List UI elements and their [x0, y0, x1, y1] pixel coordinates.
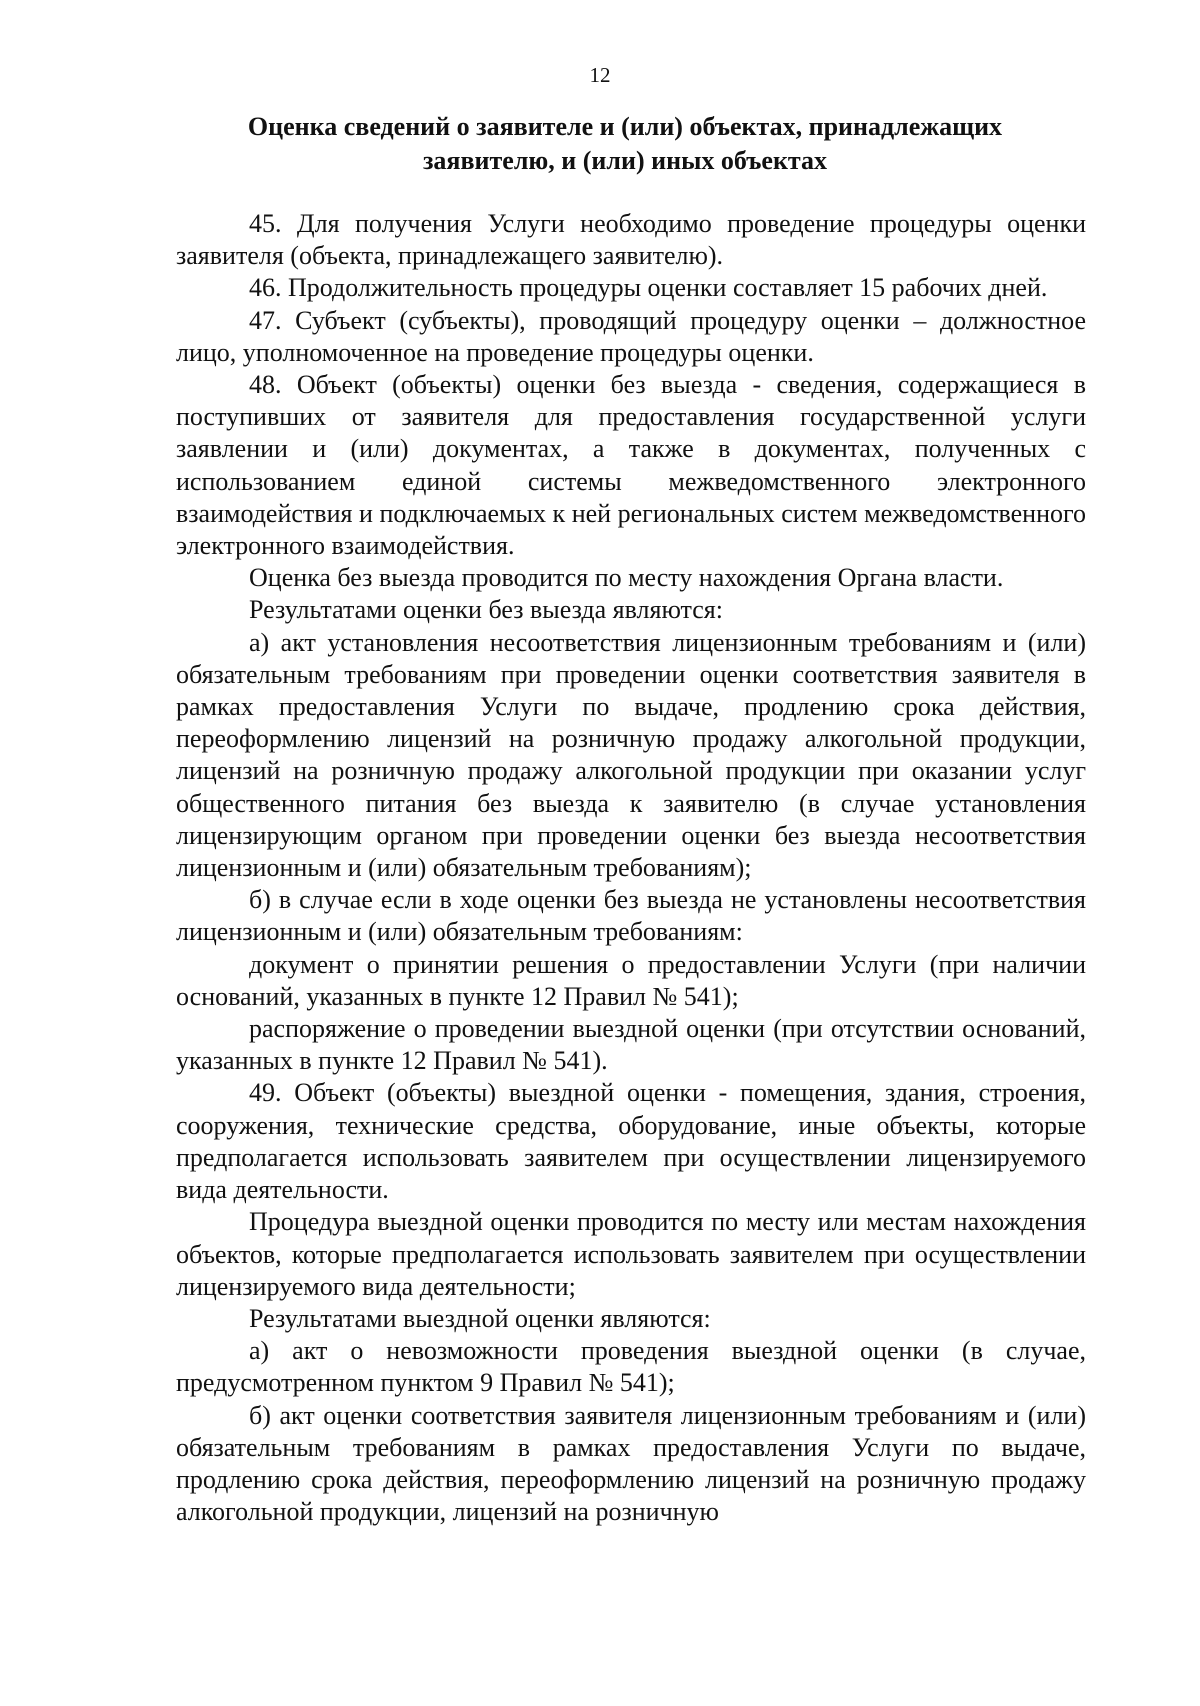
- paragraph-onsite-order: распоряжение о проведении выездной оценки (при отсутствии оснований, указанных в пункте 12 Правил № 541).: [176, 1014, 1086, 1076]
- paragraph-onsite-result-b: б) акт оценки соответствия заявителя лицензионным требованиям и (или) обязательным требованиям в рамках предоставления Услуги по выдаче, продлению срока действия, переоформлению лицензий на розничную продажу алкогольной продукции, лицензий на розничную: [176, 1400, 1086, 1527]
- paragraph-onsite-results-intro: Результатами выездной оценки являются:: [249, 1303, 711, 1333]
- paragraph-decision-document: документ о принятии решения о предоставлении Услуги (при наличии оснований, указанных в пункте 12 Правил № 541);: [176, 949, 1086, 1011]
- paragraph-49: 49. Объект (объекты) выездной оценки - помещения, здания, строения, сооружения, технические средства, оборудование, иные объекты, которые предполагается использовать заявителем при осуществлении лицензируемого вида деятельности.: [176, 1078, 1086, 1205]
- paragraph-45: 45. Для получения Услуги необходимо проведение процедуры оценки заявителя (объекта, принадлежащего заявителю).: [176, 209, 1086, 271]
- paragraph-48: 48. Объект (объекты) оценки без выезда - сведения, содержащиеся в поступивших от заявителя для предоставления государственной услуги заявлении и (или) документах, а также в документах, полученных с использованием единой системы межведомственного электронного взаимодействия и подключаемых к ней региональных систем межведомственного электронного взаимодействия.: [176, 370, 1086, 561]
- paragraph-result-a: а) акт установления несоответствия лицензионным требованиям и (или) обязательным требованиям при проведении оценки соответствия заявителя в рамках предоставления Услуги по выдаче, продлению срока действия, переоформлению лицензий на розничную продажу алкогольной продукции, лицензий на розничную продажу алкогольной продукции при оказании услуг общественного питания без выезда к заявителю (в случае установления лицензирующим органом при проведении оценки без выезда несоответствия лицензионным и (или) обязательным требованиям);: [176, 627, 1086, 883]
- paragraph-46: 46. Продолжительность процедуры оценки составляет 15 рабочих дней.: [249, 273, 1048, 303]
- paragraph-result-b: б) в случае если в ходе оценки без выезда не установлены несоответствия лицензионным и (или) обязательным требованиям:: [176, 885, 1086, 947]
- section-heading-line-2: заявителю, и (или) иных объектах: [422, 146, 828, 175]
- section-heading-line-1: Оценка сведений о заявителе и (или) объектах, принадлежащих: [247, 112, 1003, 141]
- paragraph-47: 47. Субъект (субъекты), проводящий процедуру оценки – должностное лицо, уполномоченное на проведение процедуры оценки.: [176, 305, 1086, 367]
- paragraph-onsite-result-a: а) акт о невозможности проведения выездной оценки (в случае, предусмотренном пунктом 9 Правил № 541);: [176, 1336, 1086, 1398]
- document-body: [176, 208, 1086, 1528]
- page-number: 12: [589, 63, 611, 87]
- paragraph-assessment-location: Оценка без выезда проводится по месту нахождения Органа власти.: [249, 563, 1004, 593]
- section-heading: [170, 110, 1080, 178]
- paragraph-results-intro: Результатами оценки без выезда являются:: [249, 595, 723, 625]
- paragraph-onsite-procedure: Процедура выездной оценки проводится по месту или местам нахождения объектов, которые предполагается использовать заявителем при осуществлении лицензируемого вида деятельности;: [176, 1207, 1086, 1301]
